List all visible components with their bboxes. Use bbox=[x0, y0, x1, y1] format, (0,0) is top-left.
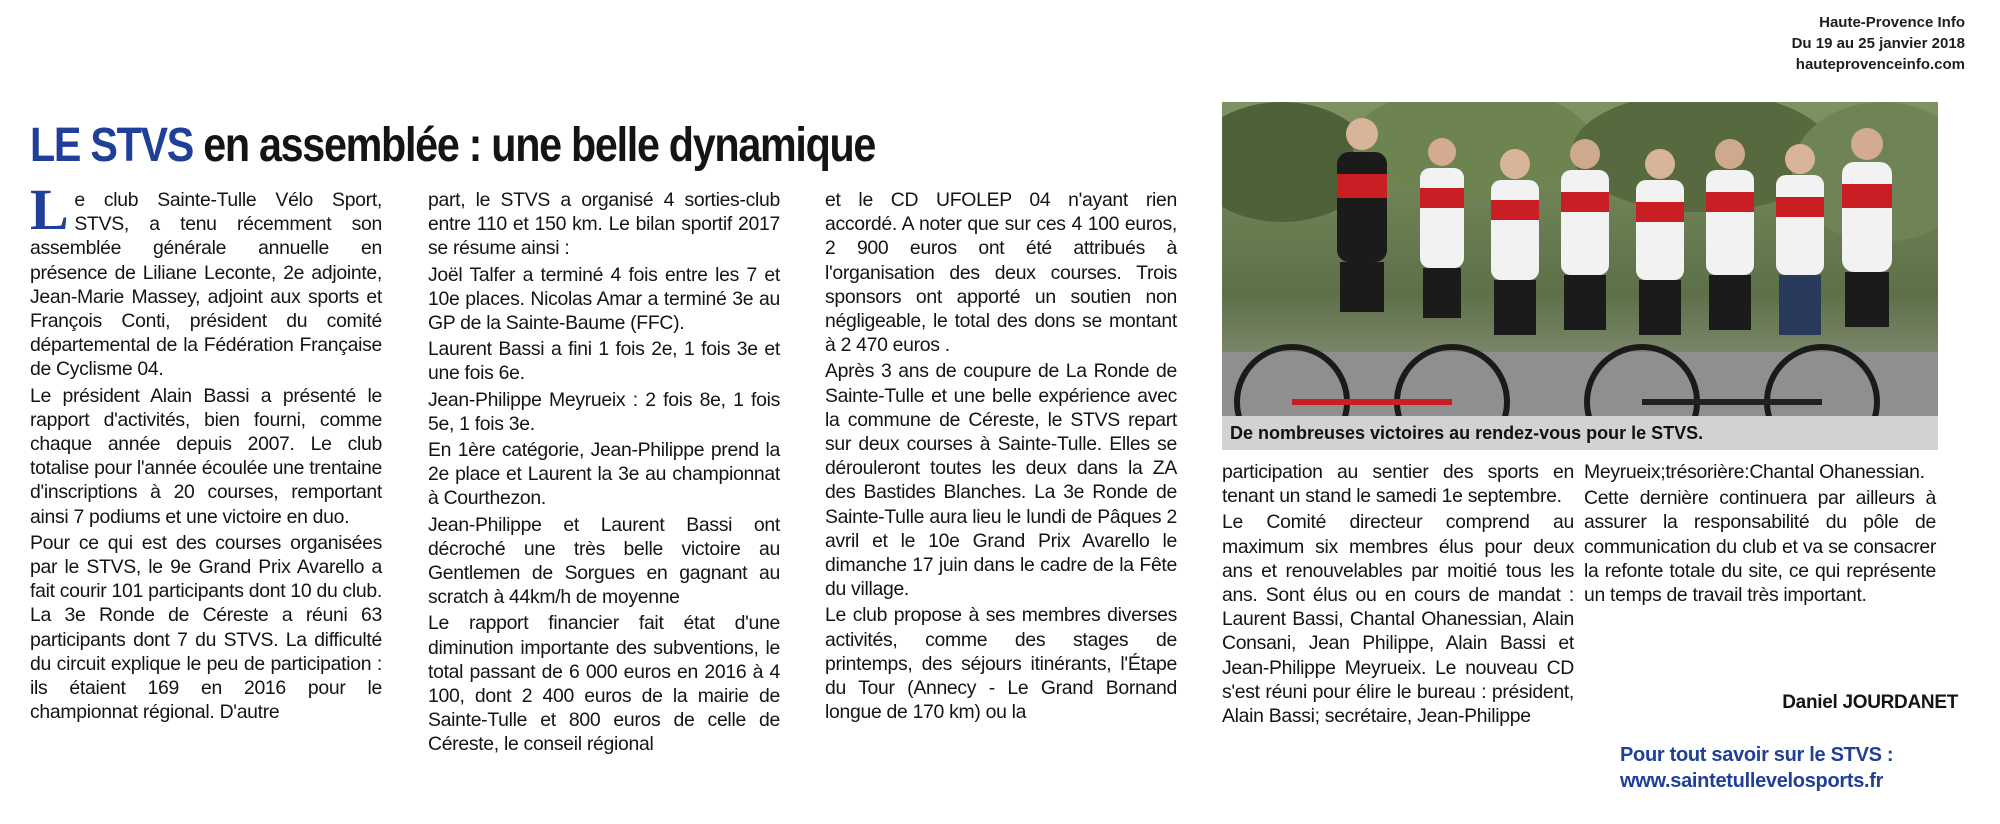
paragraph: Meyrueix;trésorière:Chantal Ohanessian. bbox=[1584, 461, 1925, 483]
article-headline bbox=[30, 118, 875, 174]
club-website-link[interactable]: www.saintetullevelosports.fr bbox=[1620, 770, 1884, 792]
paragraph: Cette dernière continuera par ailleurs à assurer la responsabilité du pôle de communication du club et va se consacrer la refonte totale du site, ce qui représente un temps de travail très important. bbox=[1584, 487, 1936, 607]
publication-website: hauteprovenceinfo.com bbox=[1795, 56, 1965, 73]
paragraph: part, le STVS a organisé 4 sorties-club entre 110 et 150 km. Le bilan sportif 2017 se résume ainsi : bbox=[428, 189, 780, 260]
article-column-5 bbox=[1584, 460, 1936, 609]
drop-cap: L bbox=[30, 177, 69, 242]
promo-line-1: Pour tout savoir sur le STVS : bbox=[1620, 744, 1894, 766]
lead-text: e club Sainte-Tulle Vélo Sport, STVS, bbox=[74, 189, 382, 236]
team-photo bbox=[1222, 102, 1938, 450]
paragraph: participation au sentier des sports en tenant un stand le samedi 1e septembre. bbox=[1222, 461, 1574, 508]
photo-caption: De nombreuses victoires au rendez-vous pour le STVS. bbox=[1222, 416, 1938, 450]
publication-name: Haute-Provence Info bbox=[1819, 14, 1965, 31]
paragraph: Le club Sainte-Tulle Vélo Sport, STVS, a tenu récemment son assemblée générale annuelle en présence de Liliane Leconte, 2e adjointe, Jean-Marie Massey, adjoint aux sports et François Conti, président du comité départemental de la Fédération Française de Cyclisme 04. bbox=[30, 177, 383, 381]
author-signature: Daniel JOURDANET bbox=[1782, 692, 1958, 713]
headline-accent: LE STVS bbox=[30, 119, 194, 172]
paragraph: Le club propose à ses membres diverses activités, comme des stages de printemps, des séjours itinérants, l'Étape du Tour (Annecy - Le Grand Bornand longue de 170 km) ou la bbox=[825, 604, 1177, 724]
paragraph: Après 3 ans de coupure de La Ronde de Sainte-Tulle et une belle expérience avec la commune de Céreste, le STVS repart sur deux courses à Sainte-Tulle. Elles se dérouleront toutes les deux dans la ZA des Bastides Blanches. La 3e Ronde de Sainte-Tulle aura lieu le lundi de Pâques 2 avril et le 10e Grand Prix Avarello le dimanche 17 juin dans le cadre de la Fête du village. bbox=[825, 360, 1177, 601]
paragraph: Joël Talfer a terminé 4 fois entre les 7 et 10e places. Nicolas Amar a terminé 3e au GP de la Sainte-Baume (FFC). bbox=[428, 263, 780, 335]
team-photo-illustration bbox=[1222, 102, 1938, 450]
paragraph: Jean-Philippe Meyrueix : 2 fois 8e, 1 fois 5e, 1 fois 3e. bbox=[428, 388, 780, 435]
club-website-promo bbox=[1620, 742, 1893, 794]
paragraph: Le rapport financier fait état d'une diminution importante des subventions, le total passant de 6 000 euros en 2016 à 4 100, dont 2 400 euros de la mairie de Sainte-Tulle et 800 euros de celle de Céreste, le conseil régional bbox=[428, 612, 780, 756]
paragraph: Jean-Philippe et Laurent Bassi ont décroché une très belle victoire au Gentlemen de Sorgues en gagnant au scratch à 44km/h de moyenne bbox=[428, 513, 780, 609]
article-column-2 bbox=[428, 188, 780, 759]
publication-dates: Du 19 au 25 janvier 2018 bbox=[1791, 35, 1965, 52]
paragraph: et le CD UFOLEP 04 n'ayant rien accordé. A noter que sur ces 4 100 euros, 2 900 euros ont été attribués à l'organisation des deux courses. Trois sponsors ont apporté un soutien non négligeable, le total des dons se montant à 2 470 euros . bbox=[825, 189, 1177, 357]
paragraph: Le président Alain Bassi a présenté le rapport d'activités, bien fourni, comme chaque année depuis 2007. Le club totalise pour l'année écoulée une trentaine d'inscriptions à 20 courses, remportant ainsi 7 podiums et une victoire en duo. bbox=[30, 384, 382, 528]
paragraph: Pour ce qui est des courses organisées par le STVS, le 9e Grand Prix Avarello a fait courir 101 participants dont 10 du club. La 3e Ronde de Céreste a réuni 63 participants dont 7 du STVS. La difficulté du circuit explique le peu de participation : ils étaient 169 en 2016 pour le championnat régional. D'autre bbox=[30, 531, 382, 724]
paragraph: Le Comité directeur comprend au maximum six membres élus pour deux ans et renouvelables par moitié tous les ans. Sont élus ou en cours de mandat : Laurent Bassi, Chantal Ohanessian, Alain Consani, Jean Philippe, Alain Bassi et Jean-Philippe Meyrueix. Le nouveau CD s'est réuni pour élire le bureau : président, Alain Bassi; secrétaire, Jean-Philippe bbox=[1222, 511, 1574, 728]
publication-info bbox=[1792, 12, 1965, 75]
paragraph: En 1ère catégorie, Jean-Philippe prend la 2e place et Laurent la 3e au championnat à Courthezon. bbox=[428, 439, 780, 510]
paragraph: Laurent Bassi a fini 1 fois 2e, 1 fois 3e et une fois 6e. bbox=[428, 338, 780, 385]
article-column-4 bbox=[1222, 460, 1574, 730]
article-column-1 bbox=[30, 177, 383, 726]
headline-rest: en assemblée : une belle dynamique bbox=[203, 119, 876, 172]
article-column-3 bbox=[825, 188, 1177, 726]
